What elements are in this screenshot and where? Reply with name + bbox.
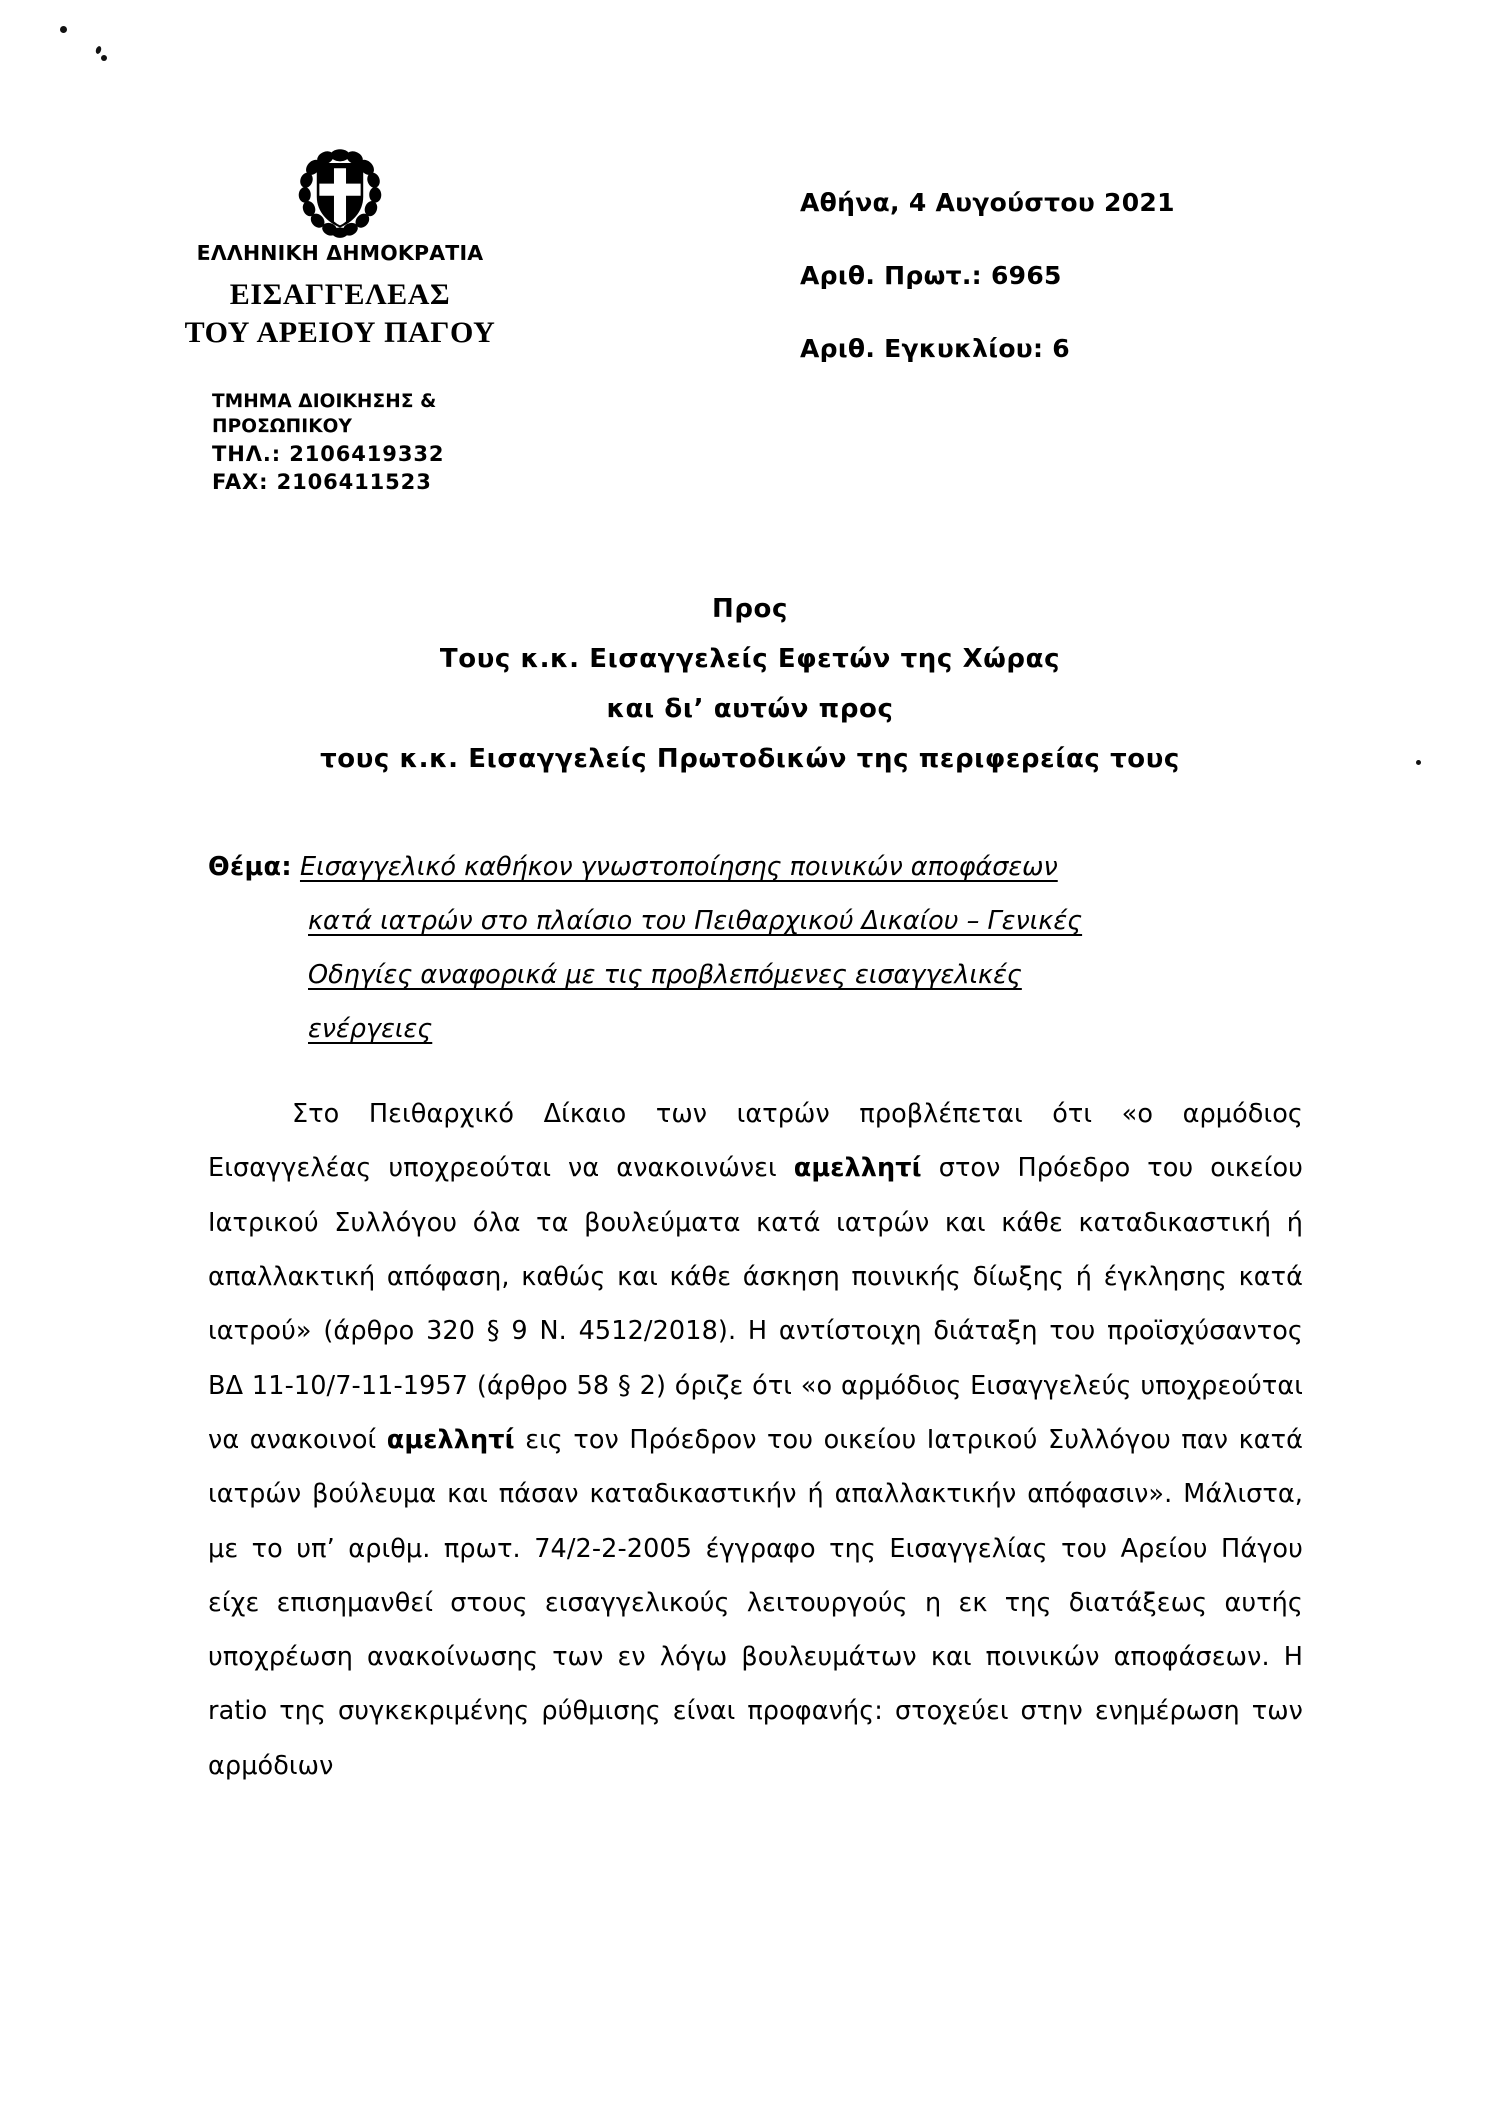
body-text-part-2: στον Πρόεδρο του οικείου Ιατρικού Συλλόγου όλα τα βουλεύματα κατά ιατρών και κάθε καταδικαστική ή απαλλακτική απόφαση, καθώς και κάθε άσκηση ποινικής δίωξης ή έγκλησης κατά ιατρού» (άρθρο 320 § 9 Ν. 4512/2018). Η αντίστοιχη διάταξη του προϊσχύσαντος ΒΔ 11-10/7-11-1957 (άρθρο 58 § 2) όριζε ότι «ο αρμόδιος Εισαγγελεύς υποχρεούται να ανακοινοί bbox=[208, 1153, 1303, 1455]
addressee-block bbox=[150, 585, 1350, 785]
scan-speckle bbox=[60, 26, 67, 33]
body-paragraph-1 bbox=[208, 1087, 1303, 1793]
scan-speckle bbox=[95, 45, 102, 54]
department-contact-block bbox=[212, 390, 552, 497]
subject-line-3: Οδηγίες αναφορικά με τις προβλεπόμενες εισαγγελικές bbox=[308, 960, 1022, 991]
circular-number: Αριθ. Εγκυκλίου: 6 bbox=[800, 334, 1070, 363]
department-fax: FAX: 2106411523 bbox=[212, 470, 432, 495]
body-text-part-3: εις τον Πρόεδρον του οικείου Ιατρικού Συλλόγου παν κατά ιατρών βούλευμα και πάσαν καταδικαστικήν ή απαλλακτικήν απόφασιν». Μάλιστα, με το υπ’ αριθμ. πρωτ. 74/2-2-2005 έγγραφο της Εισαγγελίας του Αρείου Πάγου είχε επισημανθεί στους εισαγγελικούς λειτουργούς η εκ της διατάξεως αυτής υποχρέωση ανακοίνωσης των εν λόγω βουλευμάτων και ποινικών αποφάσεων. Η ratio της συγκεκριμένης ρύθμισης είναι προφανής: στοχεύει στην ενημέρωση των αρμόδιων bbox=[208, 1424, 1303, 1781]
addressee-line-4: τους κ.κ. Εισαγγελείς Πρωτοδικών της περιφερείας τους bbox=[320, 743, 1180, 774]
subject-line-1: Εισαγγελικό καθήκον γνωστοποίησης ποινικών αποφάσεων bbox=[299, 852, 1058, 882]
body-emphasis-1: αμελλητί bbox=[793, 1153, 922, 1184]
subject-line-4: ενέργειες bbox=[308, 1014, 433, 1045]
org-title-line-1: ΕΙΣΑΓΓΕΛΕΑΣ bbox=[229, 277, 451, 311]
document-body bbox=[208, 1087, 1303, 1793]
department-phone: ΤΗΛ.: 2106419332 bbox=[212, 442, 445, 467]
hellenic-republic-emblem-icon bbox=[297, 148, 383, 240]
body-text-part-1: Στο Πειθαρχικό Δίκαιο των ιατρών προβλέπεται ότι «ο αρμόδιος Εισαγγελέας υποχρεούται να ανακοινώνει bbox=[208, 1099, 1303, 1184]
place-and-date: Αθήνα, 4 Αυγούστου 2021 bbox=[800, 188, 1175, 217]
document-meta-block bbox=[800, 188, 1420, 363]
addressee-line-2: Τους κ.κ. Εισαγγελείς Εφετών της Χώρας bbox=[439, 643, 1061, 674]
addressee-label: Προς bbox=[711, 594, 789, 624]
body-emphasis-2: αμελλητί bbox=[386, 1424, 515, 1455]
department-line-1: ΤΜΗΜΑ ΔΙΟΙΚΗΣΗΣ & bbox=[212, 391, 437, 412]
subject-label: Θέμα: bbox=[208, 852, 292, 882]
subject-line-2: κατά ιατρών στο πλαίσιο του Πειθαρχικού Δικαίου – Γενικές bbox=[308, 906, 1083, 937]
emblem-wrap bbox=[150, 148, 530, 240]
republic-name: ΕΛΛΗΝΙΚΗ ΔΗΜΟΚΡΑΤΙΑ bbox=[196, 241, 484, 265]
subject-block bbox=[208, 840, 1306, 1056]
department-line-2: ΠΡΟΣΩΠΙΚΟΥ bbox=[212, 415, 352, 437]
scan-speckle bbox=[1416, 760, 1421, 765]
scan-speckle bbox=[101, 55, 107, 61]
letterhead-left bbox=[150, 148, 530, 352]
org-title-line-2: ΤΟΥ ΑΡΕΙΟΥ ΠΑΓΟΥ bbox=[184, 315, 496, 349]
protocol-number: Αριθ. Πρωτ.: 6965 bbox=[800, 261, 1062, 290]
addressee-line-3: και δι’ αυτών προς bbox=[606, 693, 894, 724]
